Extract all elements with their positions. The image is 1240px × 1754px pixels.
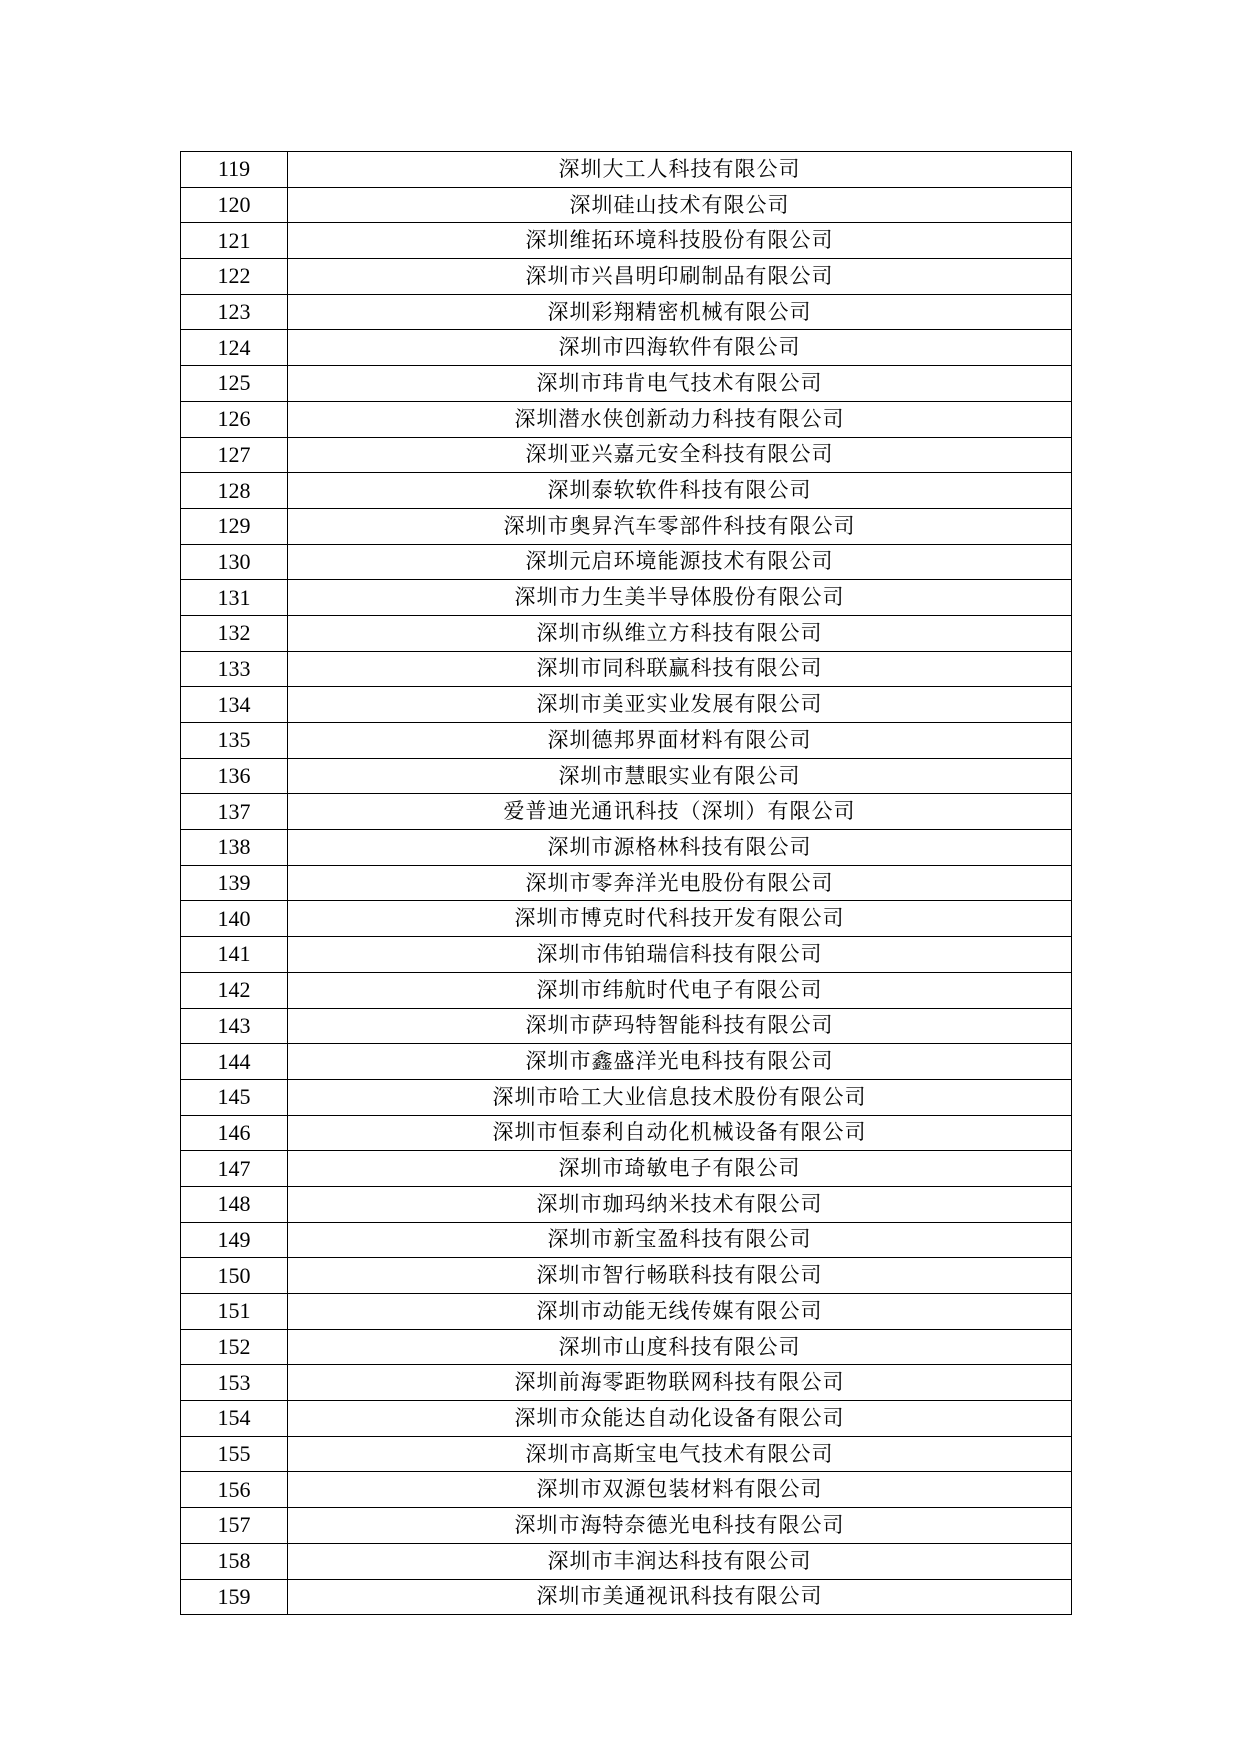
company-name-cell: 深圳市琦敏电子有限公司 bbox=[288, 1151, 1072, 1187]
company-name-cell: 深圳亚兴嘉元安全科技有限公司 bbox=[288, 437, 1072, 473]
company-name-cell: 深圳市哈工大业信息技术股份有限公司 bbox=[288, 1079, 1072, 1115]
company-name-cell: 深圳市同科联赢科技有限公司 bbox=[288, 651, 1072, 687]
company-name-cell: 深圳市纵维立方科技有限公司 bbox=[288, 615, 1072, 651]
table-row bbox=[181, 1508, 1072, 1544]
row-number-cell: 135 bbox=[181, 723, 288, 759]
table-row bbox=[181, 1365, 1072, 1401]
company-name-cell: 深圳市众能达自动化设备有限公司 bbox=[288, 1401, 1072, 1437]
table-row bbox=[181, 1186, 1072, 1222]
table-row bbox=[181, 1472, 1072, 1508]
row-number-cell: 127 bbox=[181, 437, 288, 473]
table-row bbox=[181, 1222, 1072, 1258]
table-row bbox=[181, 1044, 1072, 1080]
table-row bbox=[181, 1401, 1072, 1437]
company-name-cell: 深圳市海特奈德光电科技有限公司 bbox=[288, 1508, 1072, 1544]
table-row bbox=[181, 723, 1072, 759]
row-number-cell: 125 bbox=[181, 366, 288, 402]
row-number-cell: 139 bbox=[181, 865, 288, 901]
row-number-cell: 129 bbox=[181, 508, 288, 544]
company-name-cell: 深圳市四海软件有限公司 bbox=[288, 330, 1072, 366]
table-row bbox=[181, 687, 1072, 723]
row-number-cell: 150 bbox=[181, 1258, 288, 1294]
table-row bbox=[181, 1579, 1072, 1615]
table-row bbox=[181, 259, 1072, 295]
row-number-cell: 156 bbox=[181, 1472, 288, 1508]
company-name-cell: 深圳大工人科技有限公司 bbox=[288, 152, 1072, 188]
row-number-cell: 132 bbox=[181, 615, 288, 651]
company-name-cell: 深圳市丰润达科技有限公司 bbox=[288, 1543, 1072, 1579]
row-number-cell: 154 bbox=[181, 1401, 288, 1437]
row-number-cell: 123 bbox=[181, 294, 288, 330]
row-number-cell: 126 bbox=[181, 401, 288, 437]
row-number-cell: 119 bbox=[181, 152, 288, 188]
row-number-cell: 136 bbox=[181, 758, 288, 794]
table-row bbox=[181, 152, 1072, 188]
table-row bbox=[181, 758, 1072, 794]
table-row bbox=[181, 615, 1072, 651]
company-name-cell: 深圳市萨玛特智能科技有限公司 bbox=[288, 1008, 1072, 1044]
company-name-cell: 深圳市伟铂瑞信科技有限公司 bbox=[288, 937, 1072, 973]
table-row bbox=[181, 972, 1072, 1008]
company-name-cell: 深圳市慧眼实业有限公司 bbox=[288, 758, 1072, 794]
company-name-cell: 深圳市珈玛纳米技术有限公司 bbox=[288, 1186, 1072, 1222]
table-row bbox=[181, 508, 1072, 544]
row-number-cell: 121 bbox=[181, 223, 288, 259]
company-name-cell: 深圳市新宝盈科技有限公司 bbox=[288, 1222, 1072, 1258]
company-name-cell: 深圳元启环境能源技术有限公司 bbox=[288, 544, 1072, 580]
company-name-cell: 深圳市博克时代科技开发有限公司 bbox=[288, 901, 1072, 937]
table-row bbox=[181, 580, 1072, 616]
row-number-cell: 131 bbox=[181, 580, 288, 616]
row-number-cell: 134 bbox=[181, 687, 288, 723]
company-name-cell: 深圳市源格林科技有限公司 bbox=[288, 830, 1072, 866]
company-name-cell: 深圳市纬航时代电子有限公司 bbox=[288, 972, 1072, 1008]
table-row bbox=[181, 1115, 1072, 1151]
row-number-cell: 147 bbox=[181, 1151, 288, 1187]
table-row bbox=[181, 223, 1072, 259]
row-number-cell: 148 bbox=[181, 1186, 288, 1222]
company-name-cell: 爱普迪光通讯科技（深圳）有限公司 bbox=[288, 794, 1072, 830]
table-row bbox=[181, 294, 1072, 330]
table-row bbox=[181, 1329, 1072, 1365]
row-number-cell: 124 bbox=[181, 330, 288, 366]
table-row bbox=[181, 1151, 1072, 1187]
company-name-cell: 深圳潜水侠创新动力科技有限公司 bbox=[288, 401, 1072, 437]
company-name-cell: 深圳市力生美半导体股份有限公司 bbox=[288, 580, 1072, 616]
row-number-cell: 128 bbox=[181, 473, 288, 509]
row-number-cell: 146 bbox=[181, 1115, 288, 1151]
table-row bbox=[181, 1008, 1072, 1044]
row-number-cell: 120 bbox=[181, 187, 288, 223]
company-name-cell: 深圳市兴昌明印刷制品有限公司 bbox=[288, 259, 1072, 295]
row-number-cell: 153 bbox=[181, 1365, 288, 1401]
table-row bbox=[181, 187, 1072, 223]
row-number-cell: 122 bbox=[181, 259, 288, 295]
company-list-table bbox=[180, 151, 1072, 1615]
row-number-cell: 143 bbox=[181, 1008, 288, 1044]
company-name-cell: 深圳德邦界面材料有限公司 bbox=[288, 723, 1072, 759]
table-body bbox=[181, 152, 1072, 1615]
table-row bbox=[181, 830, 1072, 866]
row-number-cell: 157 bbox=[181, 1508, 288, 1544]
row-number-cell: 152 bbox=[181, 1329, 288, 1365]
table-row bbox=[181, 1294, 1072, 1330]
company-name-cell: 深圳市恒泰利自动化机械设备有限公司 bbox=[288, 1115, 1072, 1151]
row-number-cell: 159 bbox=[181, 1579, 288, 1615]
company-name-cell: 深圳泰软软件科技有限公司 bbox=[288, 473, 1072, 509]
table-row bbox=[181, 1079, 1072, 1115]
row-number-cell: 142 bbox=[181, 972, 288, 1008]
table-row bbox=[181, 794, 1072, 830]
company-name-cell: 深圳市美通视讯科技有限公司 bbox=[288, 1579, 1072, 1615]
table-row bbox=[181, 366, 1072, 402]
company-name-cell: 深圳市山度科技有限公司 bbox=[288, 1329, 1072, 1365]
row-number-cell: 144 bbox=[181, 1044, 288, 1080]
row-number-cell: 141 bbox=[181, 937, 288, 973]
company-name-cell: 深圳市奥昇汽车零部件科技有限公司 bbox=[288, 508, 1072, 544]
company-name-cell: 深圳市双源包装材料有限公司 bbox=[288, 1472, 1072, 1508]
company-name-cell: 深圳市零奔洋光电股份有限公司 bbox=[288, 865, 1072, 901]
company-name-cell: 深圳市玮肯电气技术有限公司 bbox=[288, 366, 1072, 402]
company-name-cell: 深圳市鑫盛洋光电科技有限公司 bbox=[288, 1044, 1072, 1080]
company-name-cell: 深圳市智行畅联科技有限公司 bbox=[288, 1258, 1072, 1294]
company-name-cell: 深圳硅山技术有限公司 bbox=[288, 187, 1072, 223]
table-row bbox=[181, 651, 1072, 687]
company-name-cell: 深圳市动能无线传媒有限公司 bbox=[288, 1294, 1072, 1330]
table-row bbox=[181, 437, 1072, 473]
row-number-cell: 130 bbox=[181, 544, 288, 580]
row-number-cell: 145 bbox=[181, 1079, 288, 1115]
table-row bbox=[181, 473, 1072, 509]
table-row bbox=[181, 1543, 1072, 1579]
table-row bbox=[181, 401, 1072, 437]
table-row bbox=[181, 330, 1072, 366]
table-row bbox=[181, 1258, 1072, 1294]
table-row bbox=[181, 901, 1072, 937]
company-name-cell: 深圳前海零距物联网科技有限公司 bbox=[288, 1365, 1072, 1401]
table-row bbox=[181, 937, 1072, 973]
company-name-cell: 深圳维拓环境科技股份有限公司 bbox=[288, 223, 1072, 259]
row-number-cell: 149 bbox=[181, 1222, 288, 1258]
company-name-cell: 深圳彩翔精密机械有限公司 bbox=[288, 294, 1072, 330]
company-name-cell: 深圳市美亚实业发展有限公司 bbox=[288, 687, 1072, 723]
row-number-cell: 133 bbox=[181, 651, 288, 687]
table-row bbox=[181, 865, 1072, 901]
row-number-cell: 138 bbox=[181, 830, 288, 866]
company-name-cell: 深圳市高斯宝电气技术有限公司 bbox=[288, 1436, 1072, 1472]
table-row bbox=[181, 544, 1072, 580]
row-number-cell: 151 bbox=[181, 1294, 288, 1330]
row-number-cell: 158 bbox=[181, 1543, 288, 1579]
row-number-cell: 137 bbox=[181, 794, 288, 830]
row-number-cell: 155 bbox=[181, 1436, 288, 1472]
row-number-cell: 140 bbox=[181, 901, 288, 937]
table-row bbox=[181, 1436, 1072, 1472]
